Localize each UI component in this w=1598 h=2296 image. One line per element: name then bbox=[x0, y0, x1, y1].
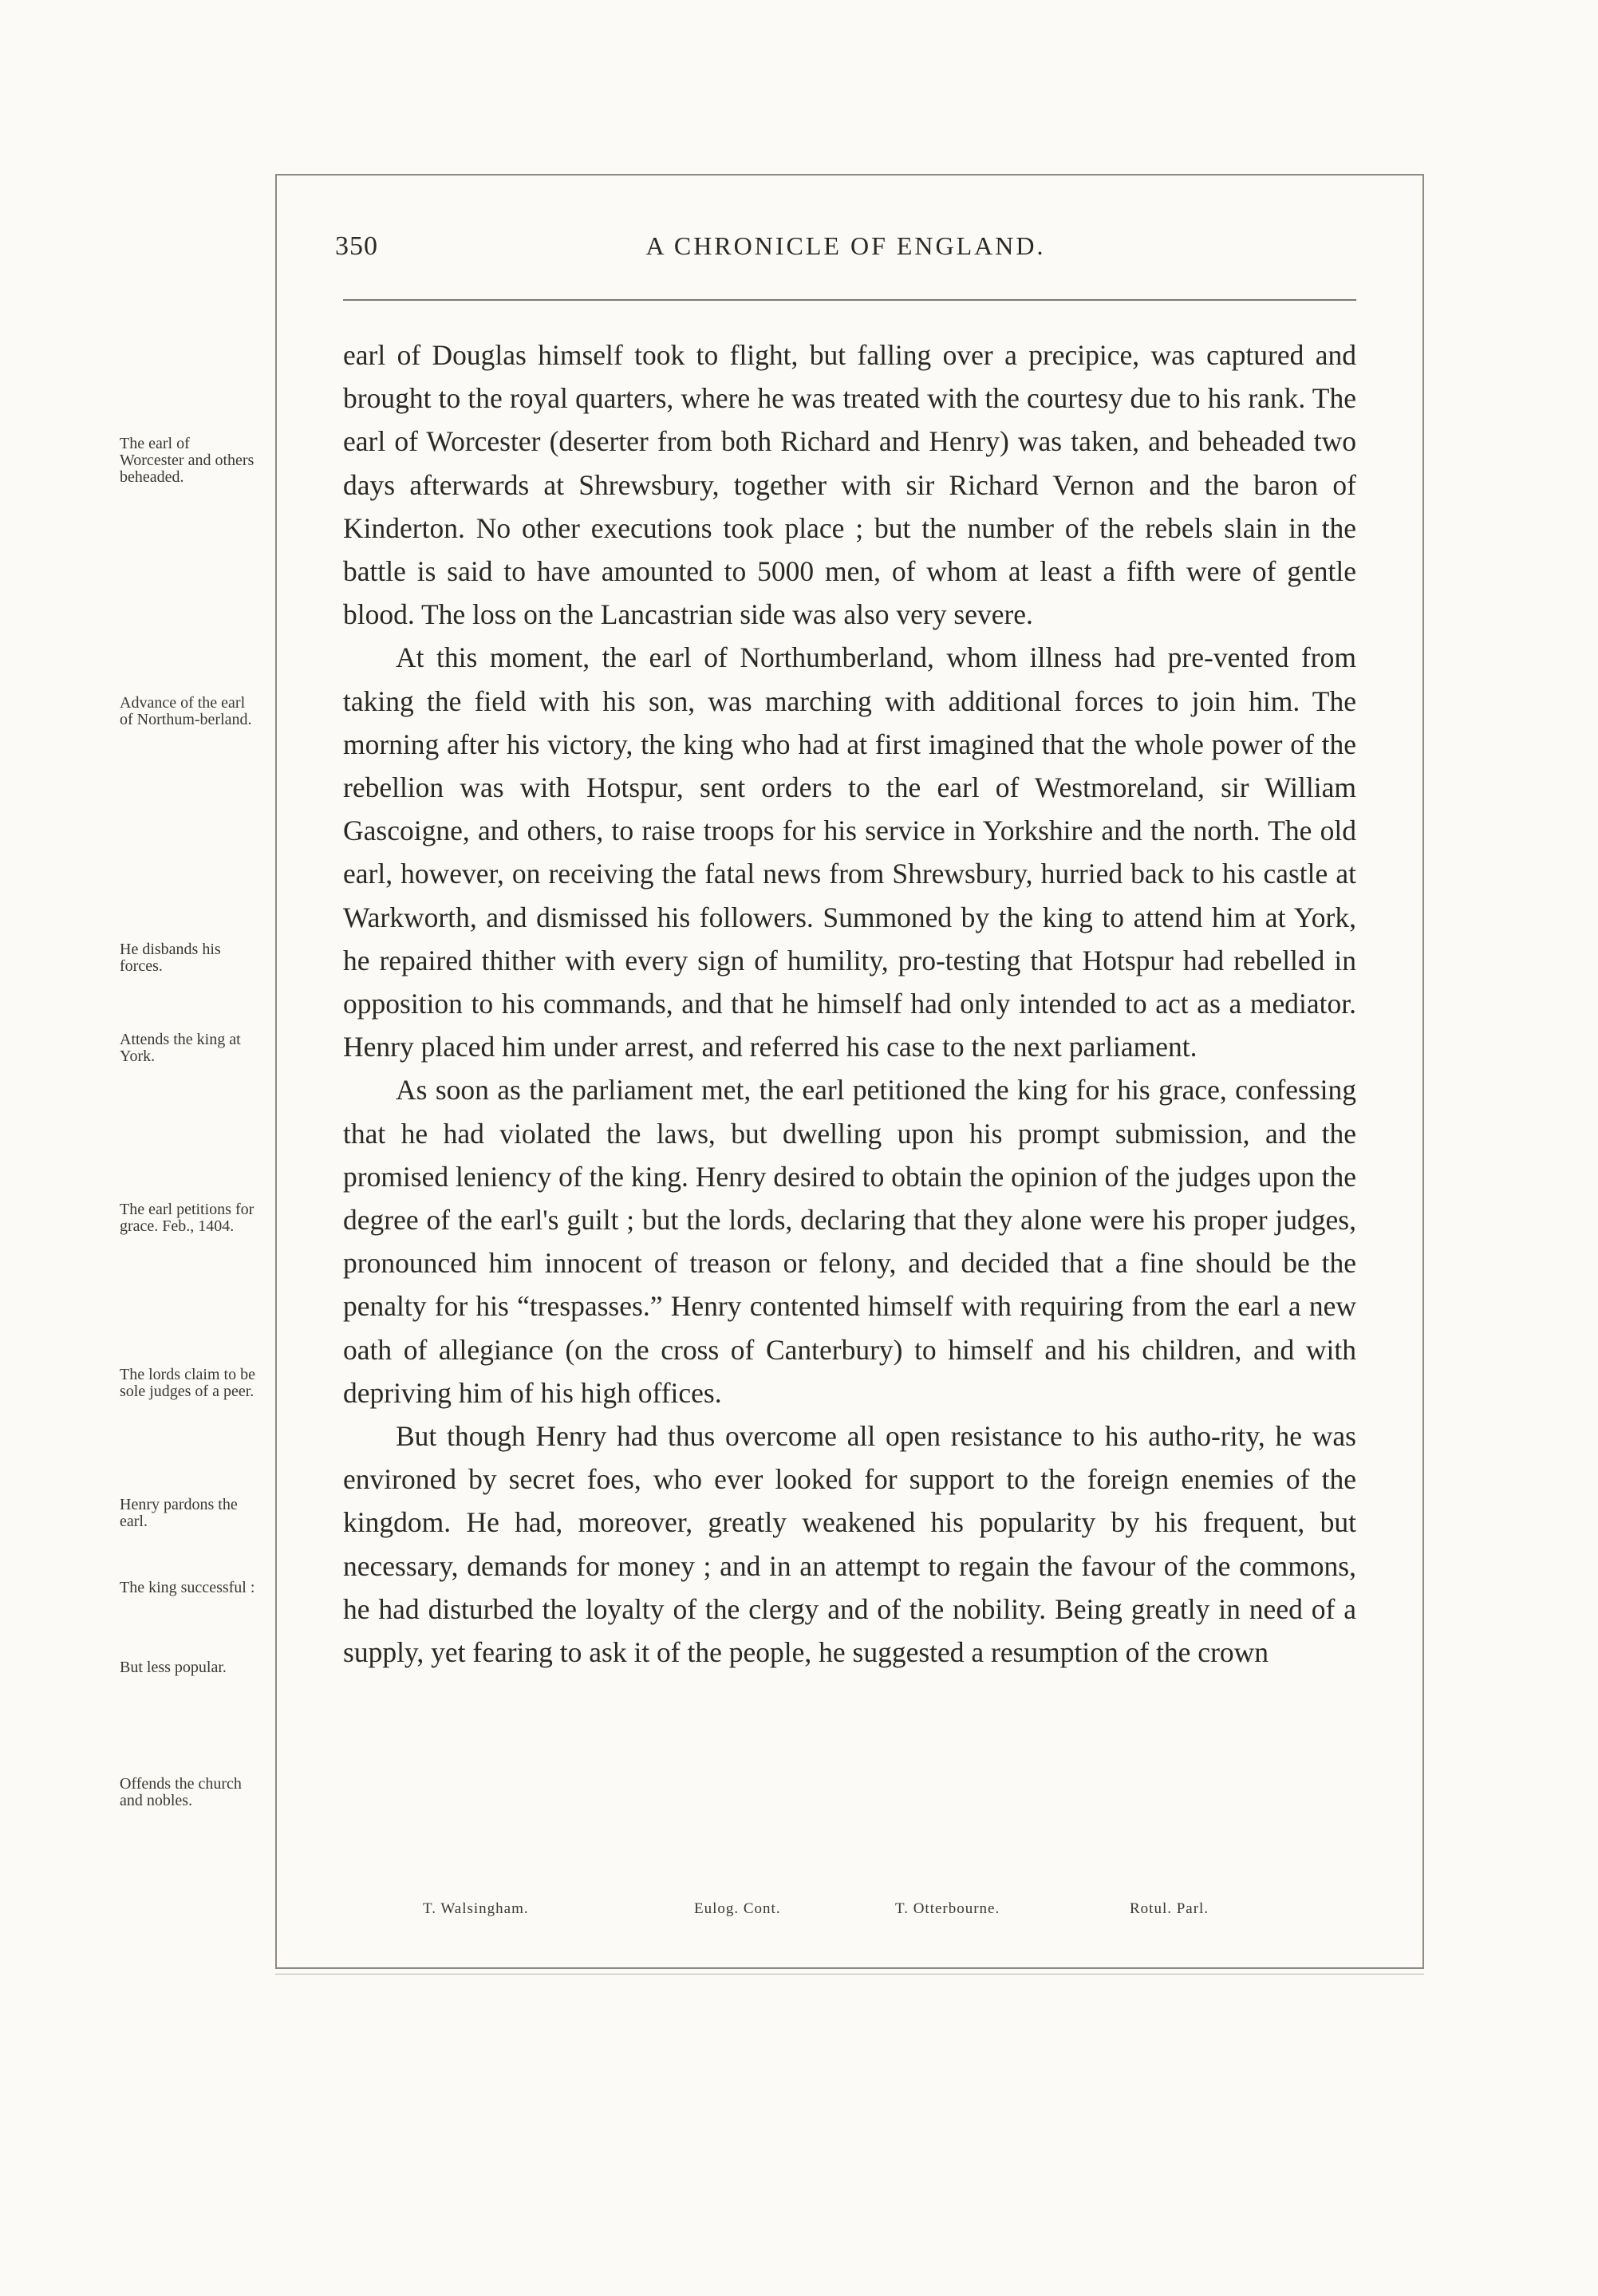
paragraph: But though Henry had thus overcome all open resistance to his autho-rity, he was environed by secret foes, who ever looked for support to the foreign enemies of the kingdom. He had, moreover, greatly weakened his popularity by his frequent, but necessary, demands for money ; and in an attempt to regain the favour of the commons, he had disturbed the loyalty of the clergy and of the nobility. Being greatly in need of a supply, yet fearing to ask it of the people, he suggested a resumption of the crown bbox=[343, 1420, 1356, 1669]
margin-note: Offends the church and nobles. bbox=[120, 1775, 242, 1809]
margin-note: Advance of the earl of Northum-berland. bbox=[120, 694, 252, 728]
page-frame-right-rule bbox=[1422, 174, 1424, 1967]
page-frame-top-rule bbox=[275, 174, 1424, 176]
running-head: A CHRONICLE OF ENGLAND. bbox=[645, 231, 1046, 260]
margin-note: Henry pardons the earl. bbox=[120, 1496, 238, 1530]
margin-note: The king successful : bbox=[120, 1579, 255, 1596]
margin-note: The earl of Worcester and others beheaded. bbox=[120, 435, 254, 486]
header-rule bbox=[343, 299, 1356, 301]
source-citation: T. Otterbourne. bbox=[895, 1900, 1000, 1917]
margin-note: The lords claim to be sole judges of a peer. bbox=[120, 1366, 255, 1400]
source-citation: T. Walsingham. bbox=[423, 1900, 529, 1917]
source-citations bbox=[423, 1900, 1340, 1924]
margin-note: The earl petitions for grace. Feb., 1404. bbox=[120, 1201, 254, 1235]
source-citation: Rotul. Parl. bbox=[1130, 1900, 1209, 1917]
paragraph: As soon as the parliament met, the earl petitioned the king for his grace, confessing that he had violated the laws, but dwelling upon his prompt submission, and the promised leniency of the king. Henry desired to obtain the opinion of the judges upon the degree of the earl's guilt ; but the lords, declaring that they alone were his proper judges, pronounced him innocent of treason or felony, and decided that a fine should be the penalty for his “trespasses.” Henry contented himself with requiring from the earl a new oath of allegiance (on the cross of Canterbury) to himself and his children, and with depriving him of his high offices. bbox=[343, 1074, 1356, 1409]
body-text bbox=[343, 333, 1356, 1674]
margin-note: But less popular. bbox=[120, 1659, 227, 1676]
page-number: 350 bbox=[335, 231, 378, 261]
page-header bbox=[335, 231, 1356, 271]
paragraph: At this moment, the earl of Northumberland, whom illness had pre-vented from taking the field with his son, was marching with additional forces to join him. The morning after his victory, the king who had at first imagined that the whole power of the rebellion was with Hotspur, sent orders to the earl of Westmoreland, sir William Gascoigne, and others, to raise troops for his service in Yorkshire and the north. The old earl, however, on receiving the fatal news from Shrewsbury, hurried back to his castle at Warkworth, and dismissed his followers. Summoned by the king to attend him at York, he repaired thither with every sign of humility, pro-testing that Hotspur had rebelled in opposition to his commands, and that he himself had only intended to act as a mediator. Henry placed him under arrest, and referred his case to the next parliament. bbox=[343, 641, 1356, 1063]
page-frame-left-rule bbox=[275, 174, 277, 1967]
source-citation: Eulog. Cont. bbox=[694, 1900, 781, 1917]
page-frame-bottom-rule bbox=[275, 1967, 1424, 1969]
margin-note: He disbands his forces. bbox=[120, 941, 221, 975]
paragraph: earl of Douglas himself took to flight, but falling over a precipice, was captured and brought to the royal quarters, where he was treated with the courtesy due to his rank. The earl of Worcester (deserter from both Richard and Henry) was taken, and beheaded two days afterwards at Shrewsbury, together with sir Richard Vernon and the baron of Kinderton. No other executions took place ; but the number of the rebels slain in the battle is said to have amounted to 5000 men, of whom at least a fifth were of gentle blood. The loss on the Lancastrian side was also very severe. bbox=[343, 339, 1356, 631]
margin-note: Attends the king at York. bbox=[120, 1031, 241, 1065]
